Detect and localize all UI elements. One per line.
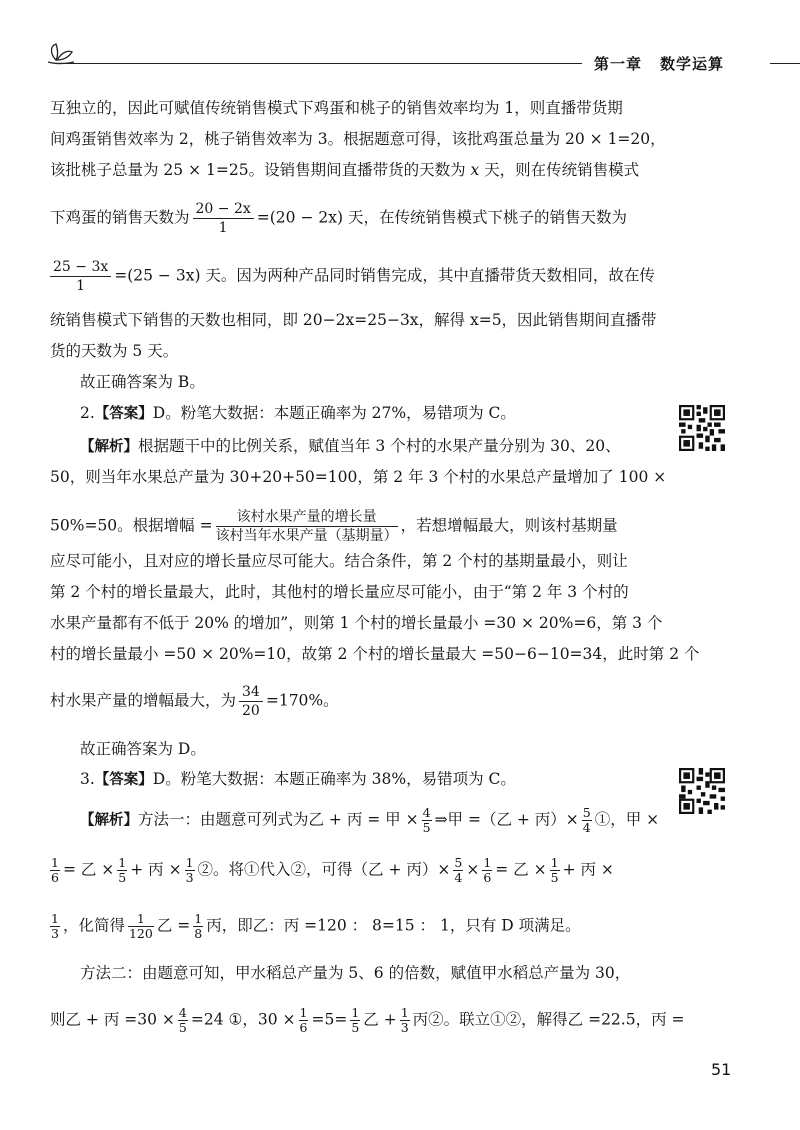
q3-explanation: 【解析】方法一：由题意可列式为乙 + 丙 = 甲 × $\frac{4}{5}$ ⇒甲 =（乙 + 丙）× $\frac{5}{4}$ ①，甲 × [80,805,660,835]
text-line: 统销售模式下销售的天数也相同，即 20−2x=25−3x，解得 x=5，因此销售期间直播带 [50,311,657,329]
text-line-with-fraction: $\frac{1}{3}$ ，化简得 $\frac{1}{120}$ 乙 = $\frac{1}{8}$ 丙，即乙：丙 =120 ： 8=15 ： 1，只有 D 项满足。 [51,911,581,941]
text-line-with-fraction: 50%=50。根据增幅 = $\frac{\text{该村水果产量的增长量}}{\text{该村当年水果产量（基期量）}}$ ，若想增幅最大，则该村基期量 [50,509,618,544]
text-line-with-fraction: 则乙 + 丙 =30 × $\frac{4}{5}$ =24 ①，30 × $\frac{1}{6}$ =5= $\frac{1}{5}$ 乙 + $\frac{1}{3}$ 丙②。联立①②，解得乙 =22.5，丙 = [50,1005,685,1035]
text-line-with-fraction: 下鸡蛋的销售天数为 $\frac{20 - 2x}{1}$ =(20 − 2x) 天，在传统销售模式下桃子的销售天数为 [50,201,627,236]
text-line: 村的增长量最小 =50 × 20%=10，故第 2 个村的增长量最大 =50−6−10=34，此时第 2 个 [50,645,700,663]
answer-conclusion: 故正确答案为 D。 [80,740,206,758]
text-line: 互独立的，因此可赋值传统销售模式下鸡蛋和桃子的销售效率均为 1，则直播带货期 [50,99,623,117]
text-line-with-fraction: 村水果产量的增幅最大，为 $\frac{34}{20}$ =170%。 [50,684,339,719]
header-rule [62,63,582,64]
answer-conclusion: 故正确答案为 B。 [80,373,205,391]
text-line: 第 2 个村的增长量最大，此时，其他村的增长量应尽可能小，由于“第 2 年 3 个村的 [50,583,629,601]
fraction: $\frac{\text{该村水果产量的增长量}}{\text{该村当年水果产量（基期量）}}$ [215,509,398,544]
q2-answer: 2.【答案】D。粉笔大数据：本题正确率为 27%，易错项为 C。 [80,404,516,422]
text-line-with-fraction: $\frac{1}{6}$ = 乙 × $\frac{1}{5}$ + 丙 × $\frac{1}{3}$ ②。将①代入②，可得（乙 + 丙）× $\frac{5}{4}$ × $\frac{1}{6}$ = 乙 × $\frac{1}{5}$ + 丙 × [51,855,614,885]
qr-code-icon[interactable] [679,768,725,814]
page-header [0,0,800,80]
q3-answer: 3.【答案】D。粉笔大数据：本题正确率为 38%，易错项为 C。 [80,770,516,788]
text-line: 货的天数为 5 天。 [50,342,179,360]
header-rule-right [770,63,800,64]
qr-code-icon[interactable] [679,405,725,451]
fraction: $\frac{34}{20}$ [239,683,263,720]
text-line: 应尽可能小，且对应的增长量应尽可能大。结合条件，第 2 个村的基期量最小，则让 [50,552,628,570]
q2-explanation: 【解析】根据题干中的比例关系，赋值当年 3 个村的水果产量分别为 30、20、 [80,437,621,455]
text-line: 水果产量都有不低于 20% 的增加”，则第 1 个村的增长量最小 =30 × 20%=6，第 3 个 [50,614,663,632]
page-number: 51 [711,1060,732,1079]
method-two: 方法二：由题意可知，甲水稻总产量为 5、6 的倍数，赋值甲水稻总产量为 30， [80,964,631,982]
fraction: $\frac{25 - 3x}{1}$ [50,258,111,295]
chapter-title: 第一章 数学运算 [594,55,725,73]
text-line: 50，则当年水果总产量为 30+20+50=100，第 2 年 3 个村的水果总产量增加了 100 × [50,468,667,486]
section-title: 数学运算 [660,55,725,73]
text-line-with-fraction: $\frac{25 - 3x}{1}$ =(25 − 3x) 天。因为两种产品同时销售完成，其中直播带货天数相同，故在传 [50,258,650,295]
fraction: $\frac{20 - 2x}{1}$ [193,200,254,237]
text-line: 间鸡蛋销售效率为 2，桃子销售效率为 3。根据题意可得，该批鸡蛋总量为 20 × 1=20， [50,130,666,148]
text-line: 该批桃子总量为 25 × 1=25。设销售期间直播带货的天数为 x 天，则在传统销售模式 [50,161,640,179]
